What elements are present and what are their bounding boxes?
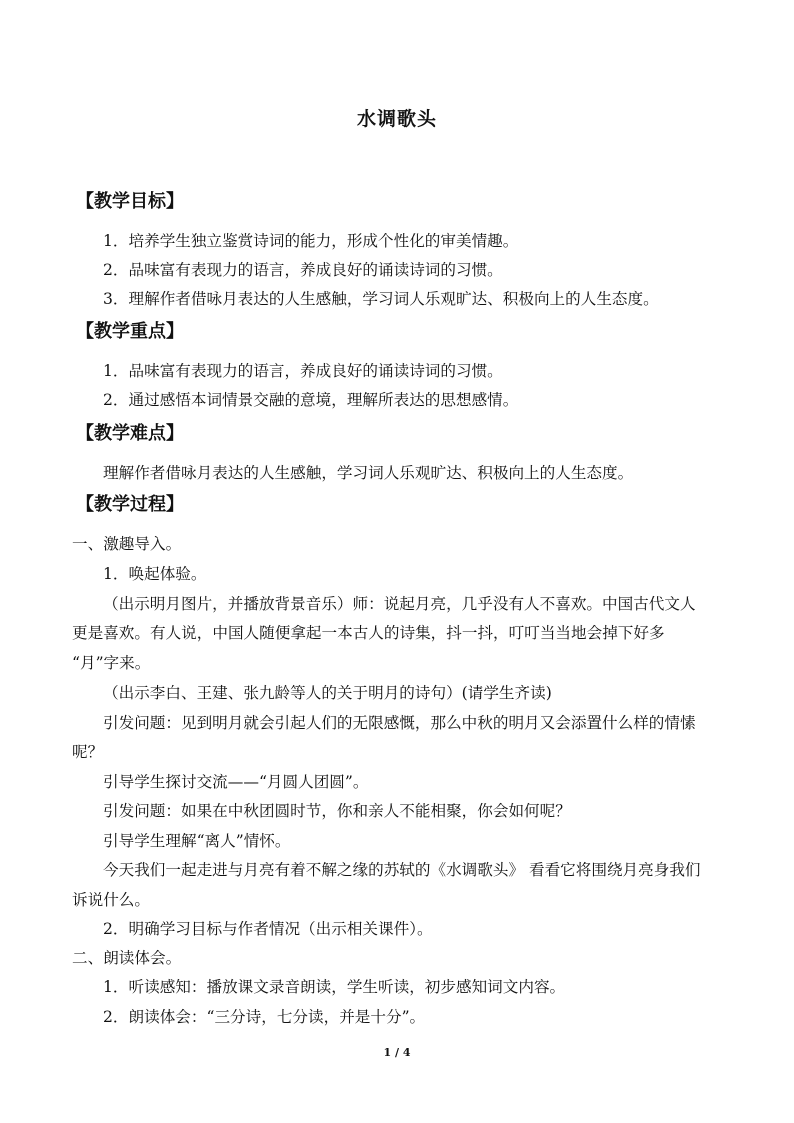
objective-item: 2．品味富有表现力的语言，养成良好的诵读诗词的习惯。 xyxy=(103,261,503,279)
process-line: 2．明确学习目标与作者情况（出示相关课件）。 xyxy=(103,920,433,938)
process-line: 1．听读感知：播放课文录音朗读，学生听读，初步感知词文内容。 xyxy=(103,978,566,996)
process-line: 2．朗读体会：“三分诗，七分读，并是十分”。 xyxy=(103,1008,426,1026)
process-line: 引导学生理解“离人”情怀。 xyxy=(103,832,291,850)
key-point-item: 2．通过感悟本词情景交融的意境，理解所表达的思想感情。 xyxy=(103,391,519,409)
page-number: 1 / 4 xyxy=(383,1046,411,1059)
objective-item: 3．理解作者借咏月表达的人生感触，学习词人乐观旷达、积极向上的人生态度。 xyxy=(103,290,659,308)
objectives-heading: 【教学目标】 xyxy=(76,191,184,212)
process-line: （出示李白、王建、张九龄等人的关于明月的诗句）(请学生齐读) xyxy=(103,684,552,702)
process-heading: 【教学过程】 xyxy=(76,494,184,515)
process-line: 呢？ xyxy=(72,743,104,761)
process-section-title: 二、朗读体会。 xyxy=(72,949,182,967)
key-point-item: 1．品味富有表现力的语言，养成良好的诵读诗词的习惯。 xyxy=(103,362,503,380)
process-line: 更是喜欢。有人说，中国人随便拿起一本古人的诗集，抖一抖，叮叮当当地会掉下好多 xyxy=(72,624,665,642)
process-line: 1．唤起体验。 xyxy=(103,565,207,583)
key-points-heading: 【教学重点】 xyxy=(76,321,184,342)
objective-item: 1．培养学生独立鉴赏诗词的能力，形成个性化的审美情趣。 xyxy=(103,232,519,250)
process-line: 引发问题：如果在中秋团圆时节，你和亲人不能相聚，你会如何呢？ xyxy=(103,802,571,820)
process-line: （出示明月图片，并播放背景音乐）师：说起月亮，几乎没有人不喜欢。中国古代文人 xyxy=(103,595,696,613)
process-line: 引发问题：见到明月就会引起人们的无限感慨，那么中秋的明月又会添置什么样的情愫 xyxy=(103,714,696,732)
process-line: 诉说什么。 xyxy=(72,891,150,909)
process-line: 引导学生探讨交流——“月圆人团圆”。 xyxy=(103,773,369,791)
difficulties-heading: 【教学难点】 xyxy=(76,423,184,444)
difficulties-text: 理解作者借咏月表达的人生感触，学习词人乐观旷达、积极向上的人生态度。 xyxy=(103,464,634,482)
process-line: 今天我们一起走进与月亮有着不解之缘的苏轼的《水调歌头》 看看它将围绕月亮身我们 xyxy=(103,861,701,879)
process-section-title: 一、激趣导入。 xyxy=(72,535,182,553)
process-line: “月”字来。 xyxy=(72,654,151,672)
document-title: 水调歌头 xyxy=(356,108,437,130)
